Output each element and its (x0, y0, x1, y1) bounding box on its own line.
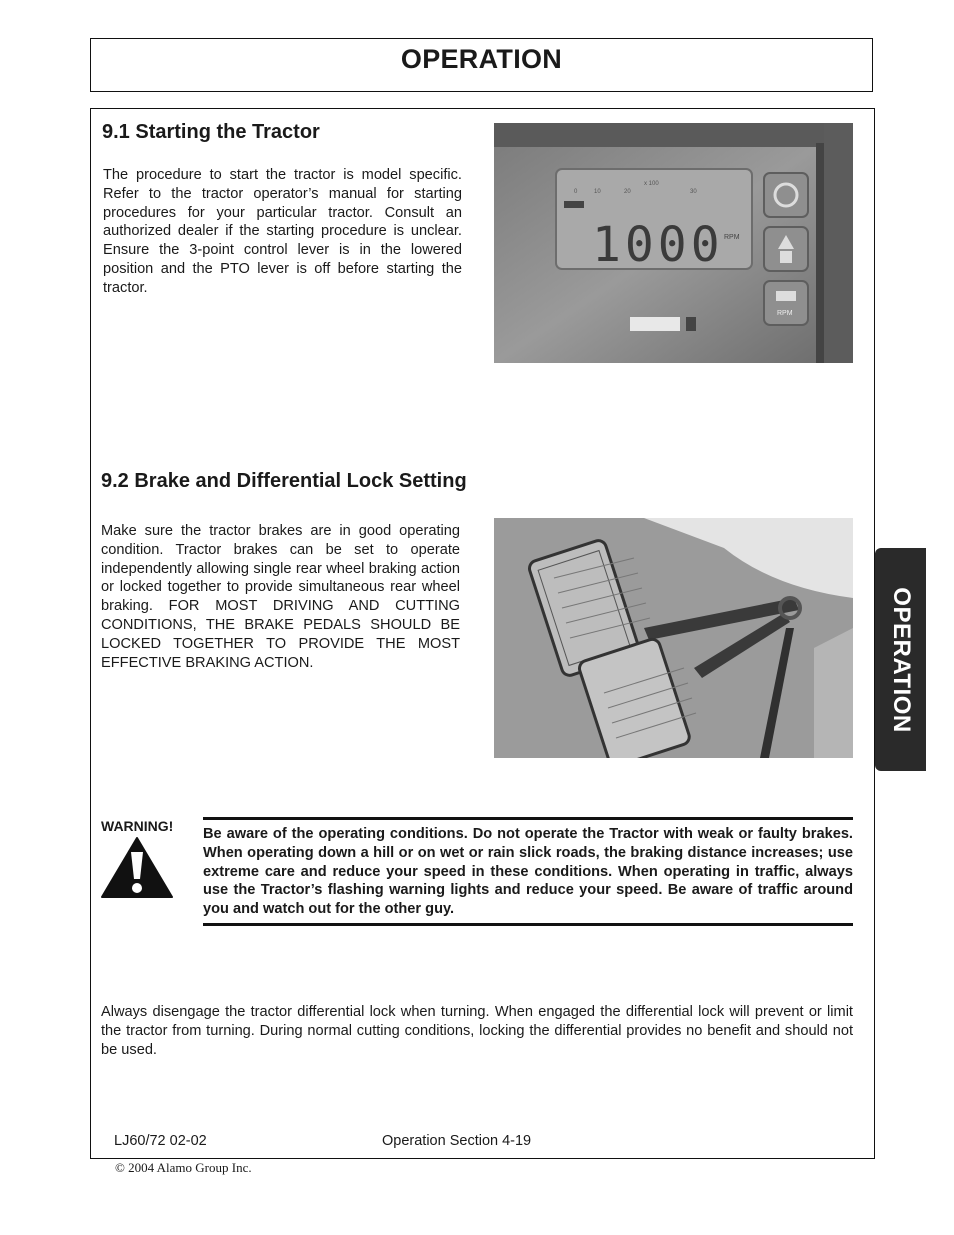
side-tab-label: OPERATION (887, 586, 915, 733)
brake-pedals-photo (494, 518, 853, 758)
tractor-display-photo (494, 123, 853, 363)
brake-pedals-illustration (494, 518, 853, 758)
warning-rule-bottom (203, 923, 853, 926)
scale-label: 10 (594, 189, 601, 195)
footer-doc-code: LJ60/72 02-02 (114, 1133, 207, 1149)
warning-text: Be aware of the operating conditions. Do not operate the Tractor with weak or faulty brakes. When operating down a hill or on wet or rain slick roads, the braking distance increases; use extreme care and reduce your speed in these conditions. When operating in traffic, always use the Tractor’s flashing warning lights and reduce your speed. Be aware of traffic around you and watch out for the other guy. (203, 826, 853, 918)
rpm-readout: 1000 (592, 217, 724, 273)
gear-button-icon (764, 173, 808, 217)
warning-rule-top (203, 817, 853, 820)
page-title: OPERATION (400, 44, 563, 74)
differential-lock-paragraph: Always disengage the tractor differential lock when turning. When engaged the differential lock will prevent or limit the tractor from turning. During normal cutting conditions, locking the differential provides no benefit and should not be used. (101, 1004, 853, 1058)
rpm-unit: RPM (724, 234, 740, 241)
scale-label: 30 (690, 189, 697, 195)
section-2-heading: 9.2 Brake and Differential Lock Setting (101, 470, 467, 492)
dashboard-illustration (494, 123, 853, 363)
scale-label: 0 (574, 189, 578, 195)
warning-triangle-icon (100, 836, 174, 899)
footer-page-label: Operation Section 4-19 (382, 1133, 532, 1149)
section-1-heading: 9.1 Starting the Tractor (102, 121, 320, 143)
section-1-body: The procedure to start the tractor is model specific. Refer to the tractor operator’s manual for starting procedures for your particular tractor. Consult an authorized dealer if the starting procedure is unclear. Ensure the 3-point control lever is in the lowered position and the PTO lever is off before starting the tractor. (103, 167, 462, 296)
rpm-button-label: RPM (777, 310, 793, 317)
scale-label: x 100 (644, 181, 659, 187)
section-2-body: Make sure the tractor brakes are in good operating condition. Tractor brakes can be set to operate independently allowing single rear wheel braking action or locked together to provide simultaneous rear wheel braking. FOR MOST DRIVING AND CUTTING CONDITIONS, THE BRAKE PEDALS SHOULD BE LOCKED TOGETHER TO PROVIDE THE MOST EFFECTIVE BRAKING ACTION. (101, 523, 460, 671)
warning-label: WARNING! (101, 818, 174, 834)
rpm-button-icon (764, 281, 808, 325)
scale-label: 20 (624, 189, 631, 195)
side-tab-label-wrap (878, 548, 923, 771)
copyright: © 2004 Alamo Group Inc. (115, 1160, 252, 1175)
